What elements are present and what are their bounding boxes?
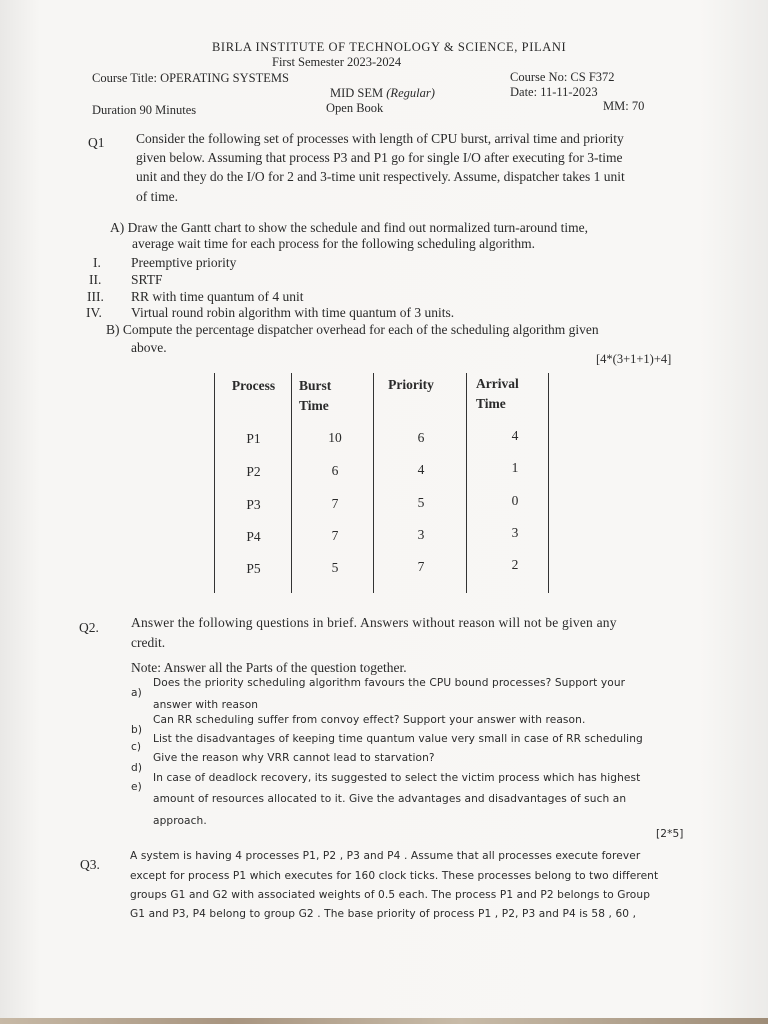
algo-num-2: II. [89, 272, 102, 287]
q2-part-label-d: d) [131, 762, 143, 774]
cell-priority: 3 [417, 527, 425, 542]
course-number: Course No: CS F372 [510, 70, 615, 84]
cell-burst: 7 [331, 528, 339, 543]
q2-part-b-line-1: Can RR scheduling suffer from convoy effect? Support your answer with reason. [153, 714, 586, 726]
cell-arrival: 4 [511, 428, 519, 443]
exam-type: (Regular) [386, 86, 435, 100]
q1-part-b-line-2: above. [131, 340, 167, 355]
table-header-burst: Burst [299, 378, 332, 393]
q2-part-e-line-2: amount of resources allocated to it. Give the advantages and disadvantages of such an [153, 793, 627, 805]
table-header-process: Process [231, 378, 276, 393]
table-header-priority: Priority [388, 377, 434, 392]
q2-part-label-a: a) [131, 687, 142, 699]
institute-name: BIRLA INSTITUTE OF TECHNOLOGY & SCIENCE, PILANI [212, 40, 567, 54]
semester: First Semester 2023-2024 [272, 55, 402, 69]
table-header-burst-2: Time [299, 398, 329, 413]
q3-line-1: A system is having 4 processes P1, P2 , P3 and P4 . Assume that all processes execute forever [130, 850, 641, 862]
q2-part-label-e: e) [131, 781, 142, 793]
q2-intro-line-2: credit. [131, 635, 166, 650]
algo-num-4: IV. [86, 305, 102, 320]
cell-arrival: 3 [511, 525, 519, 540]
q2-part-c-line-1: List the disadvantages of keeping time quantum value very small in case of RR scheduling [153, 733, 643, 745]
cell-priority: 4 [417, 462, 425, 477]
exam-duration: Duration 90 Minutes [92, 103, 197, 117]
q2-part-a-line-1: Does the priority scheduling algorithm favours the CPU bound processes? Support your [153, 677, 626, 689]
q2-part-e-line-1: In case of deadlock recovery, its suggested to select the victim process which has highest [153, 772, 641, 784]
exam-date: Date: 11-11-2023 [510, 85, 598, 99]
q2-part-a-line-2: answer with reason [153, 699, 259, 711]
max-marks: MM: 70 [603, 99, 645, 113]
algo-label-3: RR with time quantum of 4 unit [131, 289, 304, 304]
table-divider [291, 373, 292, 593]
q1-line-3: unit and they do the I/O for 2 and 3-time unit respectively. Assume, dispatcher takes 1 unit [136, 169, 625, 184]
cell-process: P4 [246, 529, 261, 544]
table-header-arrival: Arrival [476, 376, 519, 391]
q3-number: Q3. [80, 857, 100, 872]
cell-arrival: 0 [511, 493, 519, 508]
table-divider [373, 373, 374, 593]
cell-process: P2 [246, 464, 261, 479]
q1-part-b-line-1: B) Compute the percentage dispatcher overhead for each of the scheduling algorithm given [106, 322, 599, 337]
algo-label-4: Virtual round robin algorithm with time quantum of 3 units. [131, 305, 455, 320]
q2-part-label-c: c) [131, 741, 142, 753]
cell-burst: 6 [331, 463, 339, 478]
cell-process: P3 [246, 497, 261, 512]
cell-arrival: 1 [511, 460, 519, 475]
cell-burst: 7 [331, 496, 339, 511]
algo-num-1: I. [93, 255, 101, 270]
cell-process: P1 [246, 431, 261, 446]
table-divider [466, 373, 467, 593]
cell-priority: 7 [417, 559, 425, 574]
q2-part-label-b: b) [131, 724, 143, 736]
q1-marks: [4*(3+1+1)+4] [596, 352, 672, 366]
q2-part-d-line-1: Give the reason why VRR cannot lead to starvation? [153, 752, 435, 764]
q2-part-e-line-3: approach. [153, 815, 207, 827]
q3-line-2: except for process P1 which executes for 160 clock ticks. These processes belong to two different [130, 870, 659, 882]
q1-part-a-line-2: average wait time for each process for the following scheduling algorithm. [132, 236, 535, 251]
table-header-arrival-2: Time [476, 396, 506, 411]
q1-line-1: Consider the following set of processes with length of CPU burst, arrival time and priority [136, 131, 624, 146]
q2-number: Q2. [79, 620, 99, 635]
course-title: Course Title: OPERATING SYSTEMS [92, 71, 289, 85]
exam-title [330, 86, 435, 101]
q1-part-a-line-1: A) Draw the Gantt chart to show the schedule and find out normalized turn-around time, [110, 220, 588, 235]
q1-line-4: of time. [136, 189, 178, 204]
open-book: Open Book [326, 101, 384, 115]
algo-num-3: III. [87, 289, 104, 304]
algo-label-2: SRTF [131, 272, 163, 287]
q1-line-2: given below. Assuming that process P3 and P1 go for single I/O after executing for 3-time [136, 150, 623, 165]
cell-arrival: 2 [511, 557, 519, 572]
q3-line-4: G1 and P3, P4 belong to group G2 . The base priority of process P1 , P2, P3 and P4 is 58 , 60 , [130, 908, 637, 920]
q3-line-3: groups G1 and G2 with associated weights of 0.5 each. The process P1 and P2 belongs to Group [130, 889, 651, 901]
cell-burst: 5 [331, 560, 339, 575]
table-divider [214, 373, 215, 593]
algo-label-1: Preemptive priority [131, 255, 237, 270]
cell-priority: 6 [417, 430, 425, 445]
q2-marks: [2*5] [656, 828, 684, 840]
cell-priority: 5 [417, 495, 425, 510]
cell-burst: 10 [328, 430, 342, 445]
cell-process: P5 [246, 561, 261, 576]
q2-intro-line-1: Answer the following questions in brief. Answers without reason will not be given any [131, 615, 617, 630]
exam-name: MID SEM [330, 86, 384, 100]
q2-note: Note: Answer all the Parts of the question together. [131, 660, 407, 675]
page-bottom-edge [0, 1018, 768, 1024]
q1-number: Q1 [88, 135, 105, 150]
